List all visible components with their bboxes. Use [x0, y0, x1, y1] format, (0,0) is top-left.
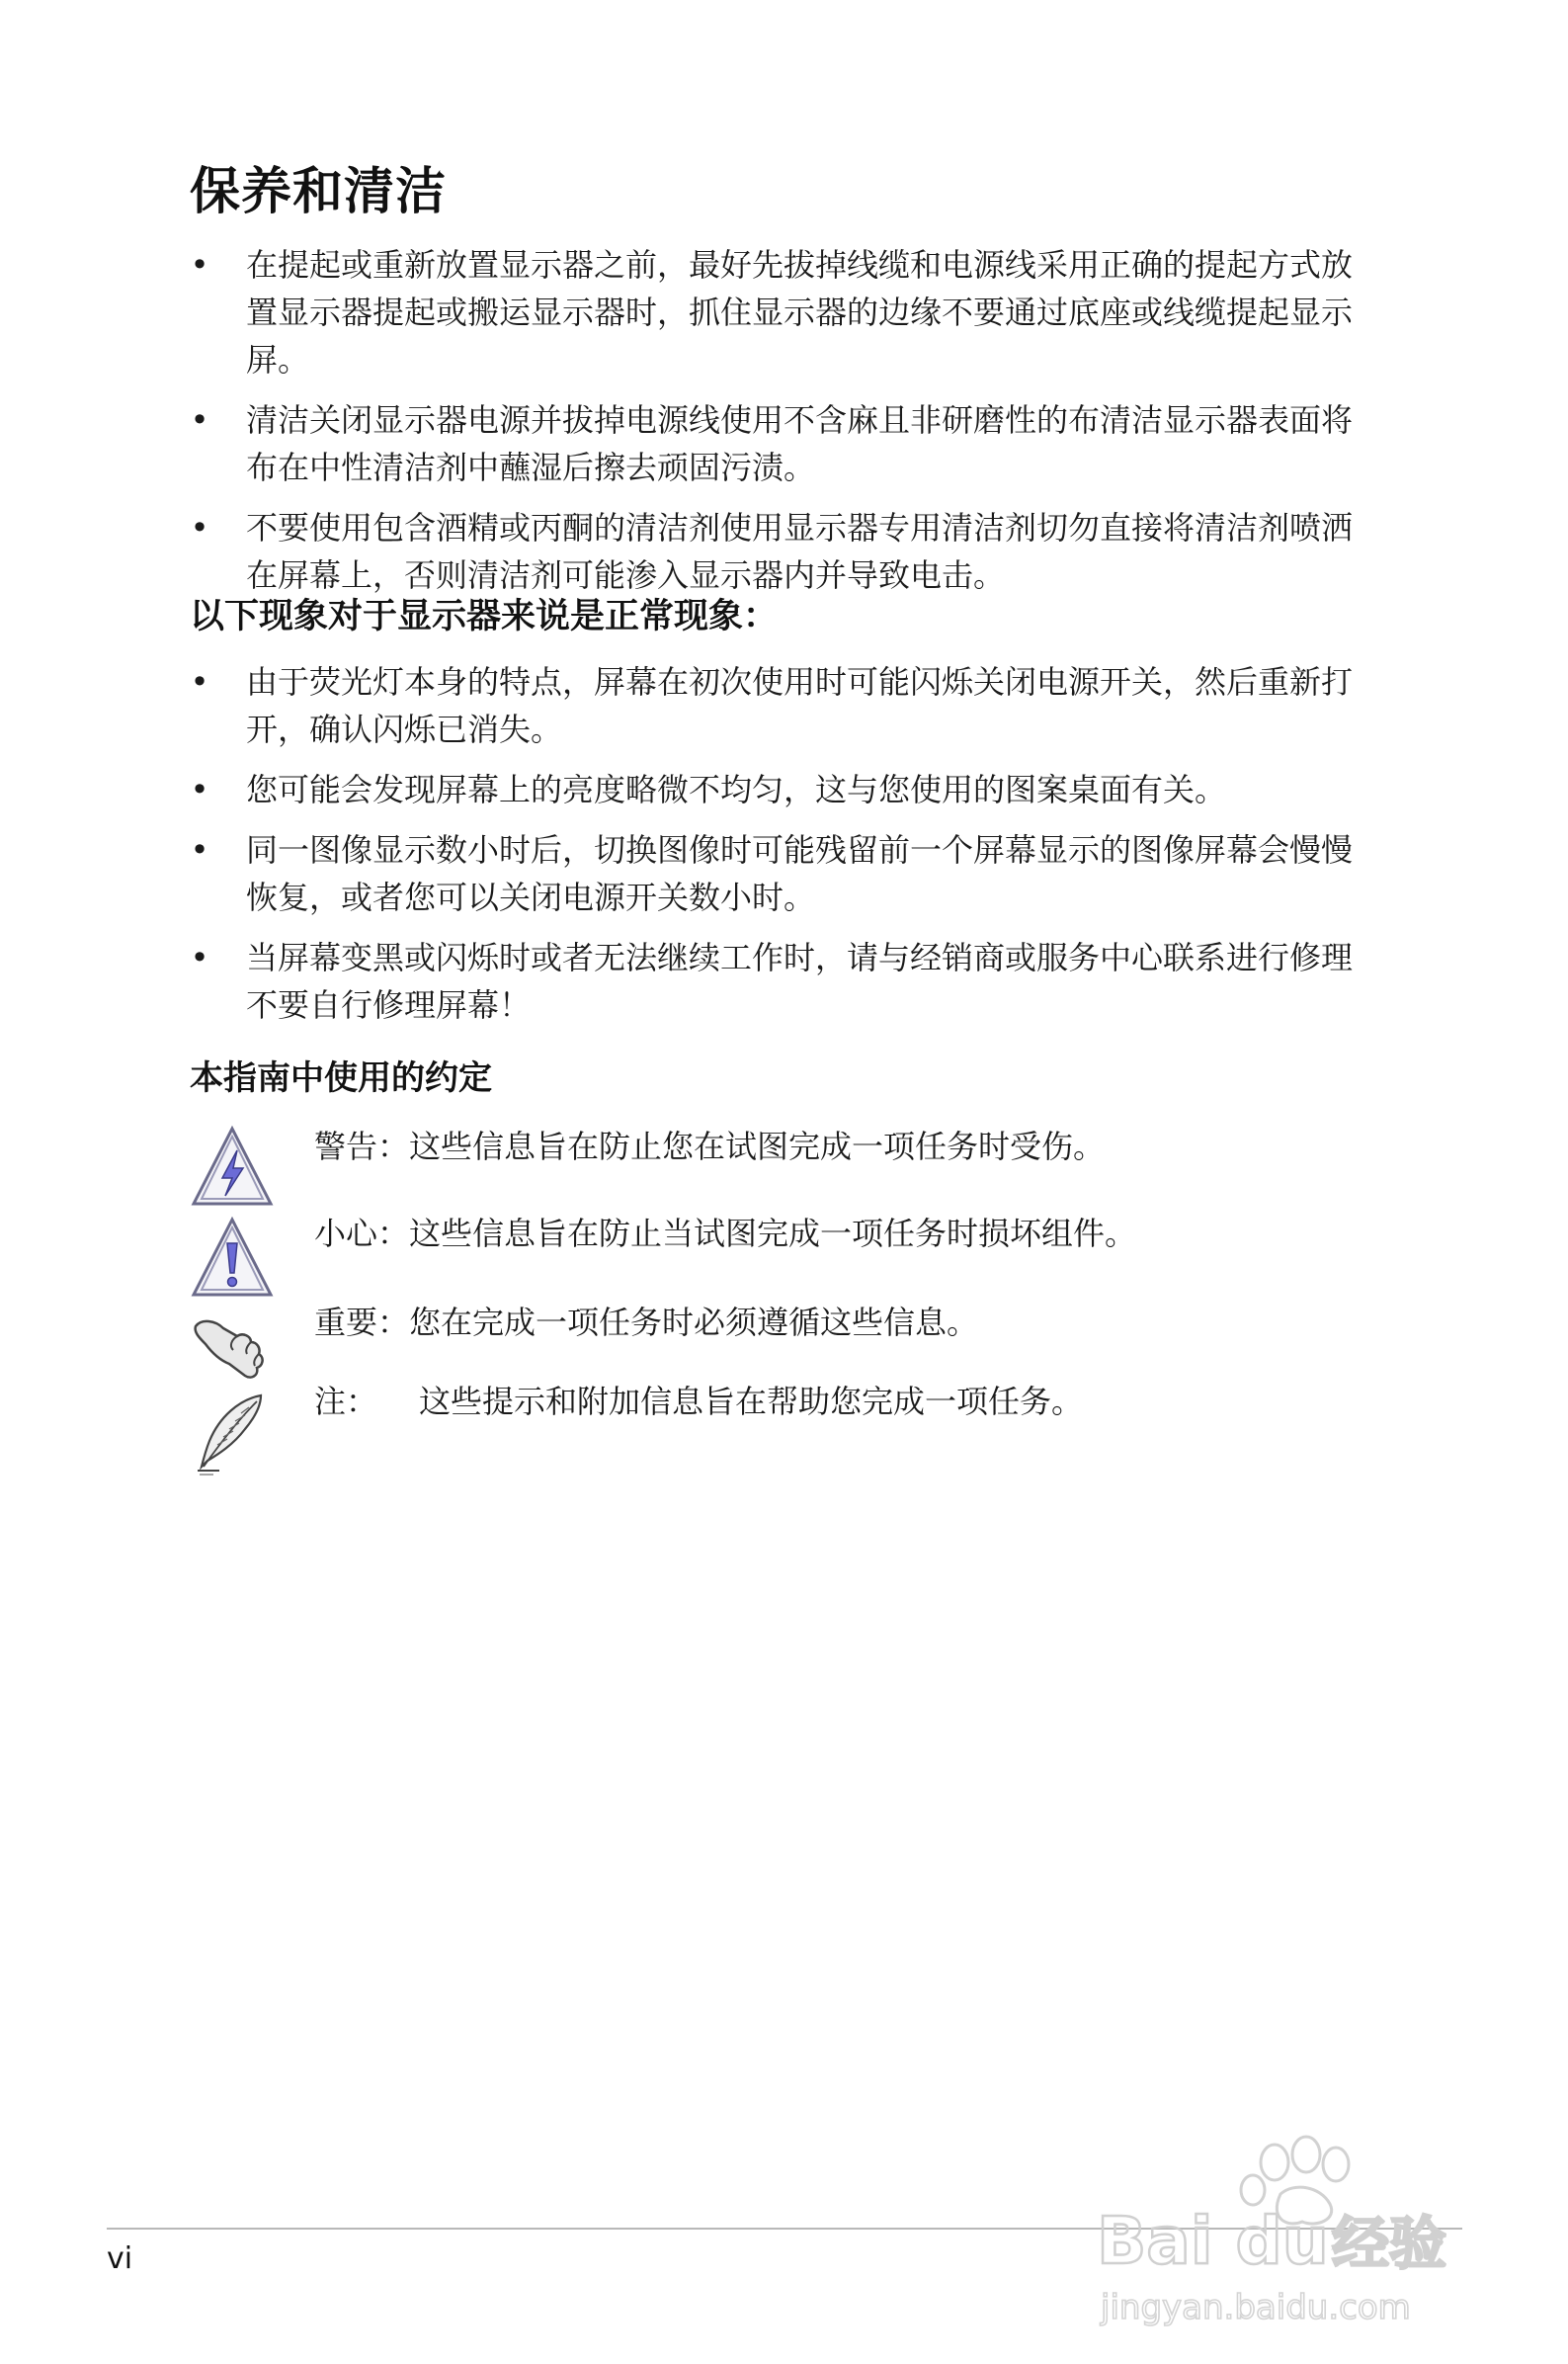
conventions-heading: 本指南中使用的约定	[190, 1058, 492, 1098]
bullet-icon: •	[190, 401, 209, 439]
caution-exclamation-icon	[190, 1216, 275, 1301]
watermark-url: jingyan.baidu.com	[1101, 2288, 1411, 2327]
list-item	[190, 934, 1356, 1029]
list-item-text: 同一图像显示数小时后，切换图像时可能残留前一个屏幕显示的图像屏幕会慢慢恢复，或者您可以关闭电源开关数小时。	[246, 831, 1354, 916]
care-list	[190, 241, 1356, 612]
baidu-watermark-logo	[1087, 2125, 1502, 2332]
convention-label: 警告：	[314, 1128, 410, 1165]
list-item	[190, 658, 1356, 753]
convention-description: 您在完成一项任务时必须遵循这些信息。	[409, 1304, 979, 1341]
convention-label: 注：	[314, 1383, 378, 1420]
page-title: 保养和清洁	[190, 163, 448, 221]
convention-label: 重要：	[314, 1304, 410, 1341]
bullet-icon: •	[190, 246, 209, 284]
list-item-text: 清洁关闭显示器电源并拔掉电源线使用不含麻且非研磨性的布清洁显示器表面将布在中性清洁剂中蘸湿后擦去顽固污渍。	[246, 401, 1354, 486]
watermark-brand: Bai du	[1097, 2203, 1329, 2279]
pointing-hand-icon	[190, 1307, 275, 1392]
normal-phenomena-heading: 以下现象对于显示器来说是正常现象：	[190, 597, 779, 636]
bullet-icon: •	[190, 831, 209, 869]
list-item	[190, 826, 1356, 921]
bullet-icon: •	[190, 663, 209, 701]
convention-text	[314, 1380, 1083, 1423]
watermark-brand-cn: 经验	[1332, 2210, 1447, 2277]
convention-label: 小心：	[314, 1215, 410, 1252]
bullet-icon: •	[190, 939, 209, 976]
list-item	[190, 504, 1356, 599]
bullet-icon: •	[190, 771, 209, 808]
list-item	[190, 241, 1356, 383]
list-item-text: 您可能会发现屏幕上的亮度略微不均匀，这与您使用的图案桌面有关。	[246, 771, 1227, 808]
list-item-text: 在提起或重新放置显示器之前，最好先拔掉线缆和电源线采用正确的提起方式放置显示器提起或搬运显示器时，抓住显示器的边缘不要通过底座或线缆提起显示屏。	[246, 246, 1354, 379]
list-item	[190, 396, 1356, 491]
bullet-icon: •	[190, 509, 209, 547]
convention-text	[314, 1125, 1105, 1168]
convention-description: 这些提示和附加信息旨在帮助您完成一项任务。	[419, 1383, 1084, 1420]
list-item-text: 由于荧光灯本身的特点，屏幕在初次使用时可能闪烁关闭电源开关，然后重新打开，确认闪烁已消失。	[246, 663, 1354, 748]
list-item	[190, 766, 1356, 813]
list-item-text: 不要使用包含酒精或丙酮的清洁剂使用显示器专用清洁剂切勿直接将清洁剂喷洒在屏幕上，否则清洁剂可能渗入显示器内并导致电击。	[246, 509, 1354, 594]
convention-description: 这些信息旨在防止当试图完成一项任务时损坏组件。	[409, 1215, 1137, 1252]
page-number: vi	[107, 2241, 133, 2276]
normal-phenomena-list	[190, 658, 1356, 1042]
list-item-text: 当屏幕变黑或闪烁时或者无法继续工作时，请与经销商或服务中心联系进行修理不要自行修理屏幕！	[246, 939, 1354, 1024]
quill-pen-icon	[190, 1390, 275, 1478]
convention-text	[314, 1212, 1136, 1255]
convention-text	[314, 1301, 978, 1344]
convention-description: 这些信息旨在防止您在试图完成一项任务时受伤。	[409, 1128, 1106, 1165]
warning-lightning-icon	[190, 1125, 275, 1210]
